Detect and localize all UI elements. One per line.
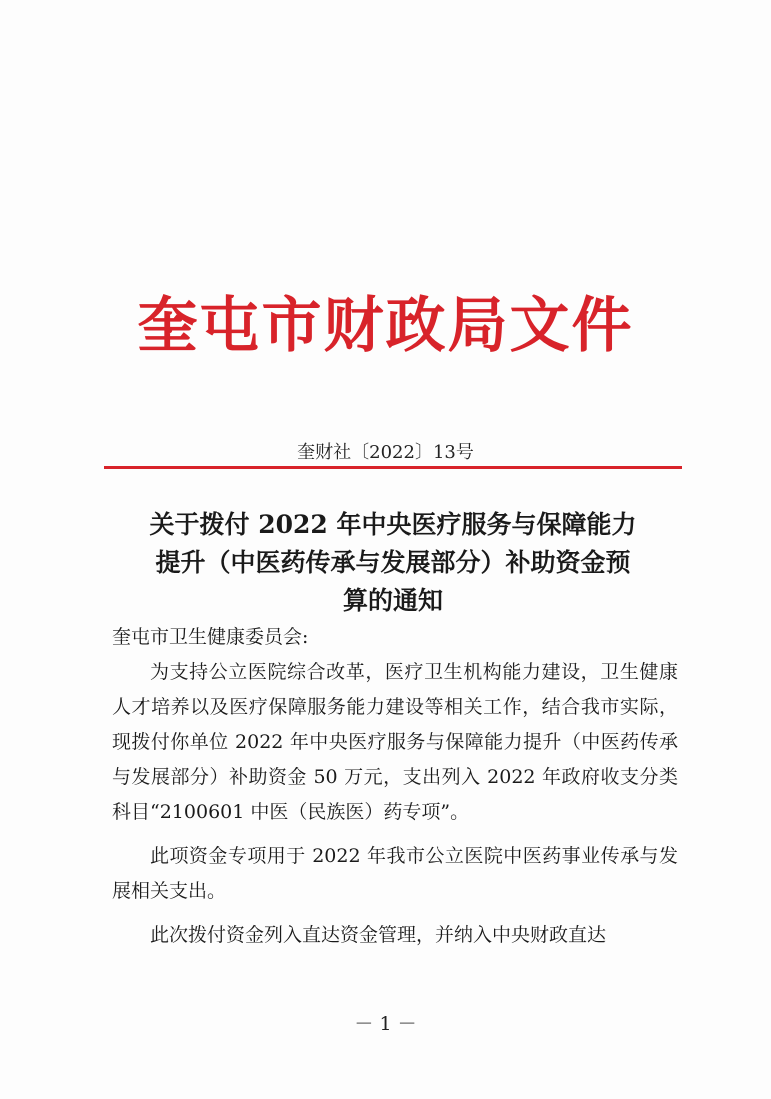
document-header: 奎屯市财政局文件 [137,291,634,361]
body-paragraph: 为支持公立医院综合改革，医疗卫生机构能力建设，卫生健康人才培养以及医疗保障服务能力建设等相关工作，结合我市实际，现拨付你单位 2022 年中央医疗服务与保障能力提升（中医药传承与发展部分）补助资金 50 万元，支出列入 2022 年政府收支分类科目“2100601 中医（民族医）药专项”。 [112,661,678,823]
body-paragraph: 此项资金专项用于 2022 年我市公立医院中医药事业传承与发展相关支出。 [112,845,678,902]
page-number: － 1 － [354,1013,417,1035]
title-line: 算的通知 [342,586,443,615]
document-number: 奎财社〔2022〕13号 [297,442,474,463]
salutation: 奎屯市卫生健康委员会: [112,626,309,648]
body-paragraph: 此次拨付资金列入直达资金管理，并纳入中央财政直达 [150,924,607,946]
title-line: 提升（中医药传承与发展部分）补助资金预 [155,548,631,577]
title-line: 关于拨付 2022 年中央医疗服务与保障能力 [149,510,637,539]
document-title [100,506,686,620]
red-divider [104,466,682,469]
document-body [112,620,678,953]
